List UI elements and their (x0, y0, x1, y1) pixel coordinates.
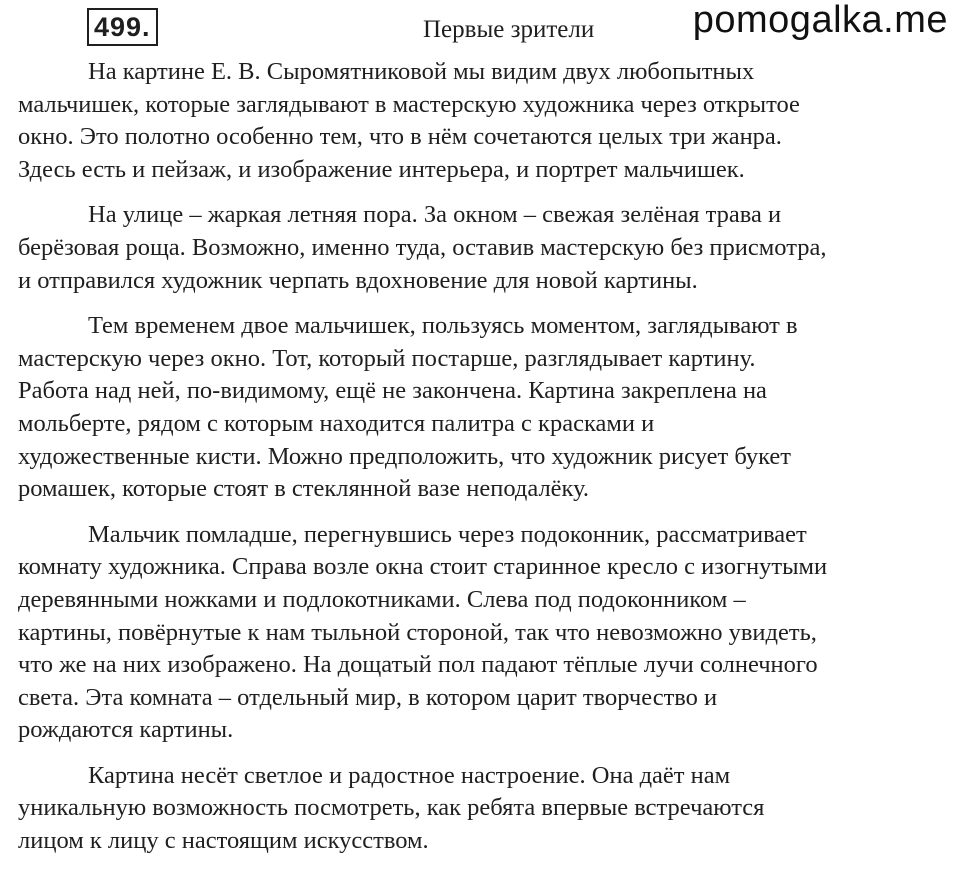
page-title: Первые зрители (423, 16, 595, 43)
text-line: Картина несёт светлое и радостное настроение. Она даёт нам (88, 761, 731, 789)
text-line: мастерскую через окно. Тот, который постарше, разглядывает картину. (18, 344, 756, 372)
site-watermark: pomogalka.me (692, 0, 948, 41)
text-line: деревянными ножками и подлокотниками. Слева под подоконником – (18, 585, 746, 613)
paragraph-5 (18, 760, 948, 858)
text-line: мальчишек, которые заглядывают в мастерскую художника через открытое (18, 90, 800, 118)
text-line: уникальную возможность посмотреть, как ребята впервые встречаются (18, 794, 765, 822)
paragraph-3 (18, 310, 948, 506)
text-line: На картине Е. В. Сыромятниковой мы видим двух любопытных (88, 58, 755, 85)
text-line: художественные кисти. Можно предположить, что художник рисует букет (18, 442, 792, 470)
text-line: комнату художника. Справа возле окна стоит старинное кресло с изогнутыми (18, 553, 828, 581)
text-line: На улице – жаркая летняя пора. За окном – свежая зелёная трава и (88, 201, 782, 229)
text-line: Здесь есть и пейзаж, и изображение интерьера, и портрет мальчишек. (18, 155, 745, 183)
text-line: и отправился художник черпать вдохновение для новой картины. (18, 266, 698, 294)
text-line: Работа над ней, по-видимому, ещё не закончена. Картина закреплена на (18, 377, 767, 405)
paragraph-4 (18, 519, 948, 747)
text-line: что же на них изображено. На дощатый пол падают тёплые лучи солнечного (18, 651, 818, 679)
text-line: окно. Это полотно особенно тем, что в нём сочетаются целых три жанра. (18, 123, 782, 151)
paragraph-2 (18, 199, 948, 297)
text-line: Мальчик помладше, перегнувшись через подоконник, рассматривает (88, 520, 807, 548)
text-line: картины, повёрнутые к нам тыльной стороной, так что невозможно увидеть, (18, 618, 817, 646)
text-line: лицом к лицу с настоящим искусством. (18, 827, 429, 855)
text-line: берёзовая роща. Возможно, именно туда, оставив мастерскую без присмотра, (18, 233, 827, 261)
text-line: ромашек, которые стоят в стеклянной вазе неподалёку. (18, 475, 590, 503)
text-line: Тем временем двое мальчишек, пользуясь моментом, заглядывают в (88, 312, 798, 340)
task-number-box: 499. (87, 8, 158, 46)
text-line: света. Эта комната – отдельный мир, в котором царит творчество и (18, 683, 718, 711)
text-line: мольберте, рядом с которым находится палитра с красками и (18, 409, 655, 437)
text-line: рождаются картины. (18, 716, 234, 744)
essay-text (18, 56, 948, 871)
paragraph-1 (18, 56, 948, 186)
